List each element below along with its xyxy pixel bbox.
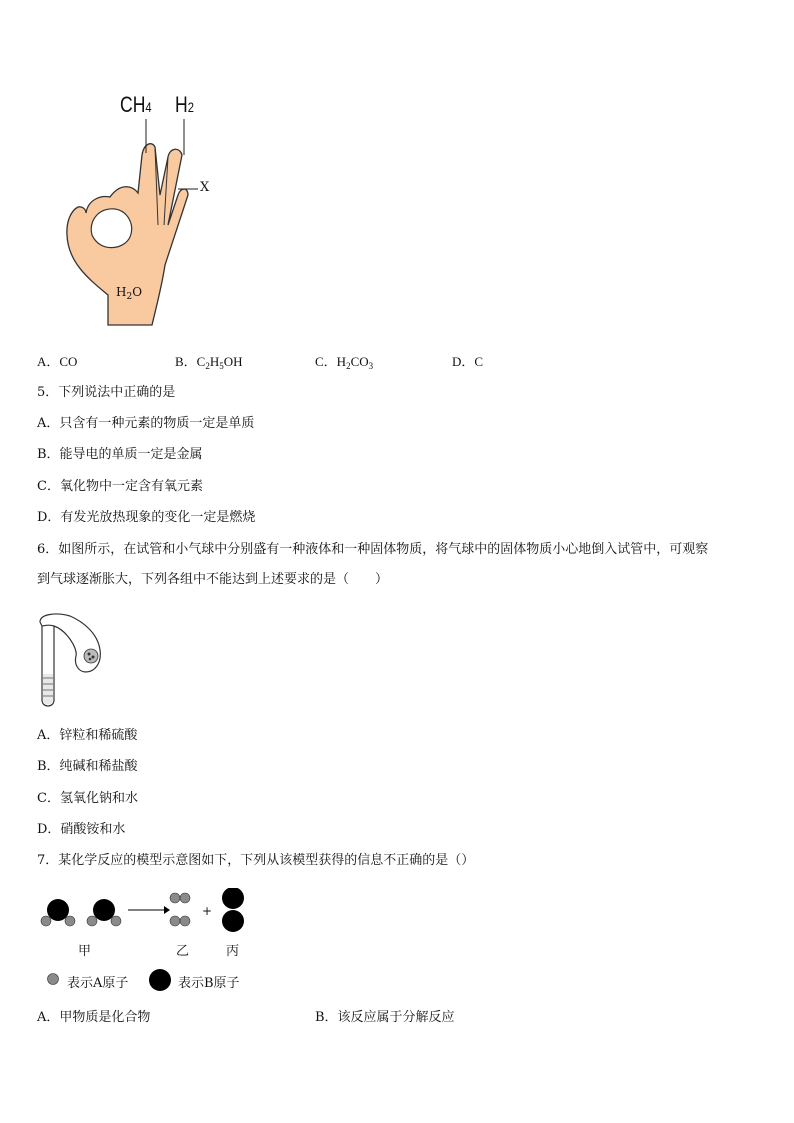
- q4-option-a[interactable]: A．CO: [37, 354, 78, 369]
- label-h2o: $H_2O$: [116, 285, 143, 302]
- q6-option-a[interactable]: A．锌粒和稀硫酸: [37, 728, 138, 743]
- balloon-solid: [84, 649, 98, 663]
- balloon-solid-grain-1: [88, 653, 91, 656]
- atom-a: [87, 916, 97, 926]
- q7-stem: 7．某化学反应的模型示意图如下，下列从该模型获得的信息不正确的是（）: [37, 853, 475, 868]
- legend-a-text: 表示A原子: [67, 976, 129, 991]
- hand-ring-hole: [91, 209, 131, 248]
- test-tube-liquid: [43, 674, 53, 705]
- label-yi: 乙: [176, 944, 190, 959]
- legend-atom-a-icon: [46, 972, 60, 986]
- atom-a: [111, 916, 121, 926]
- label-ch4: CH4: [120, 92, 152, 117]
- label-h2: H2: [175, 92, 194, 117]
- atom-b: [47, 899, 69, 921]
- atom-a: [170, 916, 180, 926]
- q7-option-b[interactable]: B．该反应属于分解反应: [315, 1010, 455, 1025]
- q6-stem-line1: 6．如图所示，在试管和小气球中分别盛有一种液体和一种固体物质，将气球中的固体物质小心地倒入试管中，可观察: [37, 542, 709, 557]
- q6-option-b[interactable]: B．纯碱和稀盐酸: [37, 759, 138, 774]
- atom-a: [180, 893, 190, 903]
- atom-a: [180, 916, 190, 926]
- balloon-solid-grain-3: [89, 658, 92, 661]
- label-x: X: [200, 180, 210, 195]
- q6-option-d[interactable]: D．硝酸铵和水: [37, 822, 126, 837]
- q5-option-a[interactable]: A．只含有一种元素的物质一定是单质: [37, 416, 255, 431]
- hand-drawing: [60, 85, 230, 330]
- atom-b: [93, 899, 115, 921]
- atom-a: [170, 893, 180, 903]
- legend-b-text: 表示B原子: [178, 976, 240, 991]
- atom-b: [222, 910, 244, 932]
- q4-option-b[interactable]: B．$C_2H_5OH$: [175, 354, 243, 371]
- q5-option-c[interactable]: C．氧化物中一定含有氧元素: [37, 479, 203, 494]
- label-bing: 丙: [226, 944, 240, 959]
- atom-a: [65, 916, 75, 926]
- balloon-solid-grain-2: [92, 656, 95, 659]
- q5-stem: 5．下列说法中正确的是: [37, 385, 176, 400]
- legend: [45, 968, 305, 994]
- test-tube-drawing: [36, 612, 116, 710]
- q4-option-d[interactable]: D．C: [452, 354, 484, 369]
- legend-atom-b-icon: [148, 968, 172, 992]
- q5-option-b[interactable]: B．能导电的单质一定是金属: [37, 447, 203, 462]
- reaction-arrow-head: [164, 906, 170, 914]
- label-jia: 甲: [78, 944, 92, 959]
- test-tube-figure: [36, 612, 116, 710]
- q7-option-a[interactable]: A．甲物质是化合物: [37, 1010, 151, 1025]
- atom-a: [41, 916, 51, 926]
- hand-figure: [60, 85, 230, 330]
- plus-sign: +: [202, 904, 213, 918]
- q6-stem-line2: 到气球逐渐胀大，下列各组中不能达到上述要求的是（ ）: [37, 572, 389, 587]
- reaction-model: [36, 888, 256, 943]
- q5-option-d[interactable]: D．有发光放热现象的变化一定是燃烧: [37, 510, 256, 525]
- q4-option-c[interactable]: C．$H_2CO_3$: [315, 354, 374, 371]
- q6-option-c[interactable]: C．氢氧化钠和水: [37, 791, 138, 806]
- atom-b: [222, 888, 244, 909]
- reaction-drawing: [36, 888, 256, 943]
